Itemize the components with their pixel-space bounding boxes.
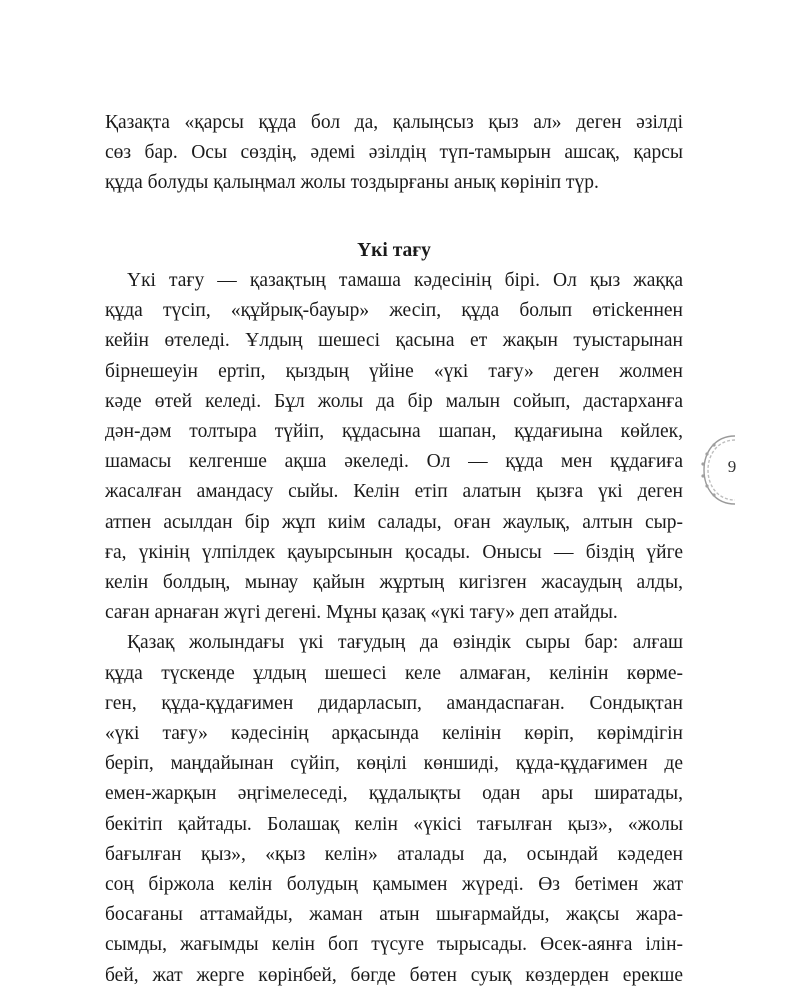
text-line: сөз бар. Осы сөздің, әдемі әзілдің түп-тамырын ашсақ, қарсы [105, 142, 683, 164]
text-line: Қазақта «қарсы құда бол да, қалыңсыз қыз ал» деген әзілді [105, 112, 683, 133]
page-number: 9 [727, 457, 737, 476]
text-line: бірнешеуін ертіп, қыздың үйіне «үкі тағу» деген жолмен [105, 360, 683, 382]
text-line: келін болдың, мынау қайын жұртың кигізген жасаудың алды, [105, 572, 683, 594]
text-line: Үкі тағу — қазақтың тамаша кәдесінің бірі. Ол қыз жаққа [127, 270, 683, 291]
text-line: соң біржола келін болудың қамымен жүреді. Өз бетімен жат [105, 874, 683, 896]
text-line: бекітіп қайтады. Болашақ келін «үкісі тағылған қыз», «жолы [105, 813, 683, 835]
text-line: Қазақ жолындағы үкі тағудың да өзіндік сыры бар: алғаш [127, 632, 683, 654]
text-line: құда болуды қалыңмал жолы тоздырғаны анық көрініп түр. [105, 172, 599, 194]
text-line: жасалған амандасу сыйы. Келін етіп алатын қызға үкі деген [105, 481, 683, 503]
text-line: құда түскенде ұлдың шешесі келе алмаған, келінін көрме- [105, 662, 683, 684]
text-line: атпен асылдан бір жұп киім салады, оған жаулық, алтын сыр- [105, 511, 683, 533]
text-line: саған арнаған жүгі дегені. Мұны қазақ «үкі тағу» деп атайды. [105, 602, 618, 624]
text-line: дән-дәм толтыра түйіп, құдасына шапан, құдағиына көйлек, [105, 421, 683, 443]
text-line: кәде өтей келеді. Бұл жолы да бір малын сойып, дастарханға [105, 390, 683, 412]
text-line: емен-жарқын әңгімелеседі, құдалықты одан ары ширатады, [105, 783, 683, 805]
text-line: кейін өтеледі. Ұлдың шешесі қасына ет жақын туыстарынан [105, 330, 683, 352]
text-line: шамасы келгенше ақша әкеледі. Ол — құда мен құдағиға [105, 451, 683, 473]
text-line: бей, жат жерге көрінбей, бөгде бөтен суық көздерден ерекше [105, 964, 683, 986]
text-line: «үкі тағу» кәдесінің арқасында келінін көріп, көрімдігін [105, 723, 683, 745]
text-line: сымды, жағымды келін боп түсуге тырысады. Өсек-аянға ілін- [105, 934, 683, 956]
text-line: бағылған қыз», «қыз келін» аталады да, осындай кәдеден [105, 843, 683, 865]
text-line: ға, үкінің үлпілдек қауырсынын қосады. Онысы — біздің үйге [105, 541, 683, 563]
intro-paragraph [105, 108, 683, 199]
text-line: ген, құда-құдағимен дидарласып, амандаспаған. Сондықтан [105, 692, 683, 714]
text-line: беріп, маңдайынан сүйіп, көңілі көншиді, құда-құдағимен де [105, 753, 683, 775]
text-line: босағаны аттамайды, жаман атын шығармайды, жақсы жара- [105, 904, 683, 926]
section-heading: Үкі тағу [357, 240, 431, 261]
text-line: құда түсіп, «құйрық-бауыр» жесіп, құда болып өтісkеннен [105, 300, 683, 322]
body-text [105, 266, 683, 991]
